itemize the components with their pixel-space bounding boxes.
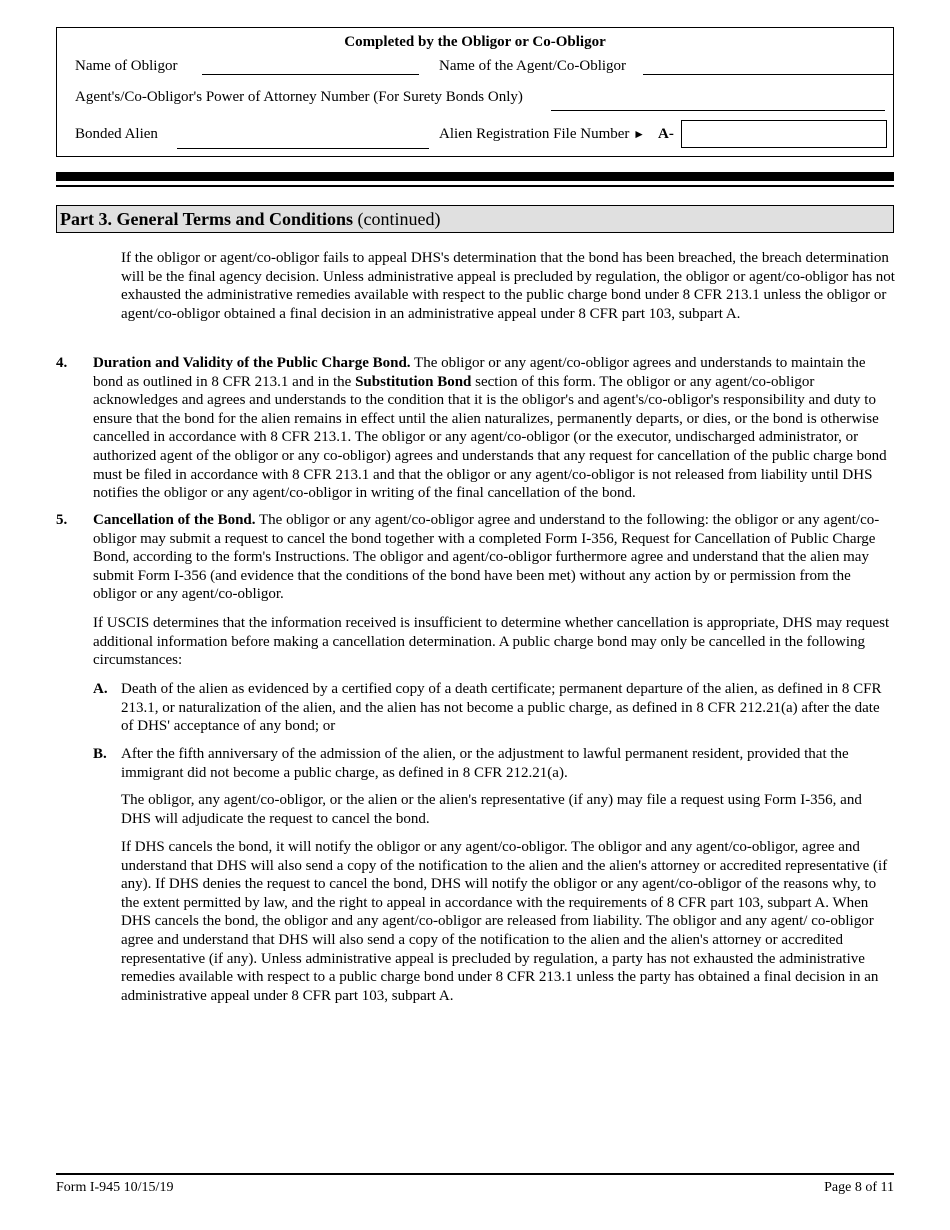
name-of-obligor-label: Name of Obligor <box>75 58 178 74</box>
form-identifier: Form I-945 10/15/19 <box>56 1180 174 1195</box>
section-divider-thin <box>56 185 894 187</box>
item-5-paragraph: Cancellation of the Bond. The obligor or any agent/co-obligor agree and understand to the following: the obligor or any agent/co-obligor may submit a request to cancel the bond together with a completed Form I-356, Request for Cancellation of Public Charge Bond, according to the form's Instructions. The obligor and agent/co-obligor furthermore agree and understand that the alien may submit Form I-356 (and evidence that the conditions of the bond have been met) without any action by or permission from the obligor or any agent/co-obligor. <box>93 512 880 603</box>
dhs-cancels-paragraph: If DHS cancels the bond, it will notify the obligor or any agent/co-obligor. The obligor and any agent/co-obligor, agree and understand that DHS will also send a copy of the notification to the alien and the alien's attorney or accredited representative (if any). If DHS denies the request to cancel the bond, DHS will notify the obligor or any agent/co-obligor of the reasons why, to the extent permitted by law, and the right to appeal in accordance with the requirements of 8 CFR part 103, subpart A. When DHS cancels the bond, the obligor and any agent/co-obligor are released from liability. The obligor and any agent/ co-obligor agree and understand that DHS will also send a copy of the notification to the alien and the alien's attorney or accredited representative (if any). Unless administrative appeal is precluded by regulation, a party has not exhausted the administrative remedies available with respect to a public charge bond under 8 CFR 213.1 unless the party has obtained a final decision in an administrative appeal under 8 CFR part 103, subpart A. <box>121 839 888 1004</box>
item-4-paragraph: Duration and Validity of the Public Charge Bond. The obligor or any agent/co-obligor agrees and understands to maintain the bond as outlined in 8 CFR 213.1 and in the Substitution Bond section of this form. The obligor or any agent/co-obligor acknowledges and agrees and understands to the condition that it is the obligor's and agent's/co-obligor's responsibility and duty to ensure that the bond for the alien remains in effect until the alien naturalizes, permanently departs, or dies, or the bond is otherwise cancelled in accordance with 8 CFR 213.1. The obligor or any agent/co-obligor (or the executor, undischarged administrator, or authorized agent of the obligor or any co-obligor) agrees and understands that any request for cancellation of the public charge bond must be filed in accordance with 8 CFR 213.1 and that the obligor or any agent/co-obligor is not released from liability until DHS notifies the obligor or any agent/co-obligor in writing of the final cancellation of the bond. <box>93 355 887 502</box>
file-request-paragraph: The obligor, any agent/co-obligor, or the alien or the alien's representative (if any) may file a request using Form I-356, and DHS will adjudicate the request to cancel the bond. <box>121 792 862 827</box>
item-a-paragraph: Death of the alien as evidenced by a certified copy of a death certificate; permanent departure of the alien, as defined in 8 CFR 213.1, or naturalization of the alien, and the alien has not become a public charge, as defined in 8 CFR 212.21(a) after the date of DHS' acceptance of any bond; or <box>121 681 882 735</box>
bonded-alien-label: Bonded Alien <box>75 126 158 142</box>
uscis-determination-paragraph: If USCIS determines that the information received is insufficient to determine whether cancellation is appropriate, DHS may request additional information before making a cancellation determination. A public charge bond may only be cancelled in the following circumstances: <box>93 615 890 669</box>
item-5-number: 5. <box>56 512 68 528</box>
item-4-heading: Duration and Validity of the Public Charge Bond. <box>93 355 411 371</box>
part-3-header <box>56 205 894 233</box>
item-4-number: 4. <box>56 355 68 371</box>
obligor-info-box <box>56 27 894 157</box>
part-suffix: (continued) <box>353 209 441 229</box>
power-of-attorney-field[interactable] <box>551 110 885 111</box>
obligor-box-title: Completed by the Obligor or Co-Obligor <box>344 34 606 50</box>
page-number: Page 8 of 11 <box>824 1180 894 1195</box>
item-5-heading: Cancellation of the Bond. <box>93 512 256 528</box>
breach-appeal-paragraph: If the obligor or agent/co-obligor fails to appeal DHS's determination that the bond has been breached, the breach determination will be the final agency decision. Unless administrative appeal is precluded by regulation, the obligor or agent/co-obligor has not exhausted the administrative remedies available with respect to the public charge bond under 8 CFR 213.1 unless the obligor or agent/co-obligor obtained a final decision in an administrative appeal under 8 CFR part 103, subpart A. <box>121 250 895 322</box>
name-of-agent-field[interactable] <box>643 74 893 75</box>
section-divider-thick <box>56 172 894 181</box>
a-number-prefix: A- <box>658 126 674 142</box>
bonded-alien-field[interactable] <box>177 148 429 149</box>
item-a-letter: A. <box>93 681 108 697</box>
alien-registration-label: Alien Registration File Number ► <box>439 126 646 142</box>
substitution-bond-term: Substitution Bond <box>355 373 472 390</box>
item-b-letter: B. <box>93 746 107 762</box>
name-of-agent-label: Name of the Agent/Co-Obligor <box>439 58 627 74</box>
name-of-obligor-field[interactable] <box>202 74 419 75</box>
power-of-attorney-label: Agent's/Co-Obligor's Power of Attorney Number (For Surety Bonds Only) <box>75 89 523 105</box>
arrow-right-icon: ► <box>633 127 646 141</box>
item-b-paragraph: After the fifth anniversary of the admission of the alien, or the adjustment to lawful permanent resident, provided that the immigrant did not become a public charge, as defined in 8 CFR 212.21(a). <box>121 746 849 781</box>
part-title: Part 3. General Terms and Conditions <box>60 209 354 229</box>
alien-registration-number-field[interactable] <box>681 120 887 148</box>
footer-rule <box>56 1173 894 1175</box>
